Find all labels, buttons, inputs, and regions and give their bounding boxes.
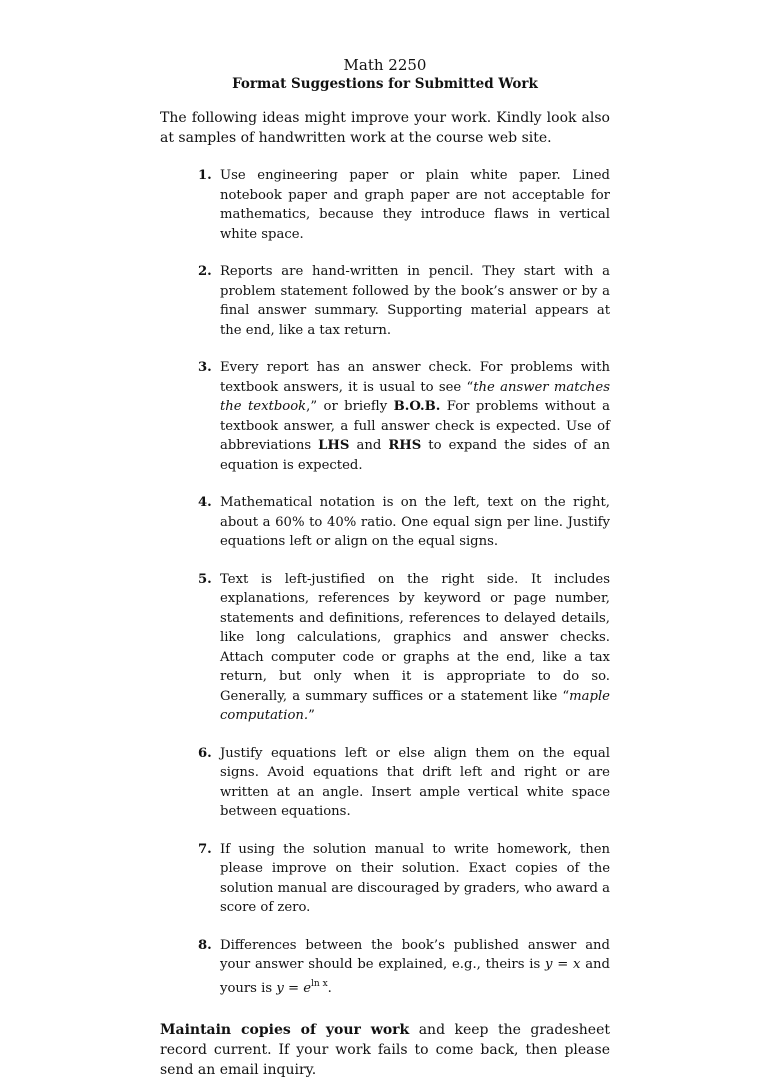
item-text: Text is left-justified on the right side. It includes explanations, references by keyword or page number, statements and definitions, references to delayed details, like long calculations, graphics and answer checks. Attach computer code or graphs at the end, like a tax return, but only when it is appropriate to do so. Generally, a summary suffices or a statement like “ [220,571,610,704]
item-number: 2. [198,264,212,279]
item-number: 1. [198,168,212,183]
suggestion-item-3 [160,358,610,475]
item-text: If using the solution manual to write homework, then please improve on their solution. Exact copies of the solution manual are discouraged by graders, who award a score of zero. [220,841,610,915]
bob-abbrev: B.O.B. [393,399,441,414]
equation-inline: y = x [544,957,581,972]
suggestion-item-1 [160,166,610,244]
equation-exponent: ln x [311,978,328,989]
suggestion-item-7 [160,840,610,918]
suggestion-item-2 [160,262,610,340]
item-text: and [349,438,389,453]
item-text: For problems without a textbook answer, a full answer check is expected. Use of abbreviations [220,399,610,453]
item-text: . [327,980,332,996]
suggestion-list [160,166,610,998]
item-text: to expand the sides of an equation is expected. [220,438,611,473]
item-number: 5. [198,571,212,587]
item-emphasis: the answer matches the textbook [220,379,610,414]
item-text: Every report has an answer check. For problems with textbook answers, it is usual to see “ [220,360,610,395]
footer-paragraph [160,1020,610,1080]
intro-paragraph: The following ideas might improve your work. Kindly look also at samples of handwritten work at the course web site. [160,110,610,146]
item-number: 7. [198,841,212,857]
item-text: Differences between the book’s published answer and your answer should be explained, e.g., theirs is [220,937,610,972]
item-text: Justify equations left or else align them on the equal signs. Avoid equations that drift left and right or are written at an angle. Insert ample vertical white space between equations. [220,745,610,819]
item-number: 8. [198,937,212,953]
rhs-abbrev: RHS [388,438,422,453]
page-subtitle: Format Suggestions for Submitted Work [232,76,538,92]
item-text: Use engineering paper or plain white paper. Lined notebook paper and graph paper are not acceptable for mathematics, because they introduce flaws in vertical white space. [220,168,610,242]
item-text: Mathematical notation is on the left, text on the right, about a 60% to 40% ratio. One equal sign per line. Justify equations left or align on the equal signs. [220,495,610,549]
equation-inline: y = e [276,980,312,996]
suggestion-item-4 [160,493,610,552]
lhs-abbrev: LHS [318,438,350,453]
document-page [160,56,610,1080]
footer-bold: Maintain copies of your work [160,1022,410,1038]
item-number: 4. [198,495,212,510]
page-title: Math 2250 [343,56,427,74]
item-text: ,” or briefly [306,399,394,414]
footer-text: and keep the gradesheet record current. If your work fails to come back, then please send an email inquiry. [160,1022,610,1078]
suggestion-item-5 [160,570,610,726]
item-text: Reports are hand-written in pencil. They start with a problem statement followed by the book’s answer or by a final answer summary. Supporting material appears at the end, like a tax return. [220,264,610,338]
item-number: 3. [198,360,212,375]
item-number: 6. [198,745,212,761]
item-emphasis: maple computation. [220,688,610,723]
item-text: ” [308,708,315,723]
suggestion-item-8 [160,936,610,999]
suggestion-item-6 [160,744,610,822]
item-text: and yours is [220,957,610,996]
